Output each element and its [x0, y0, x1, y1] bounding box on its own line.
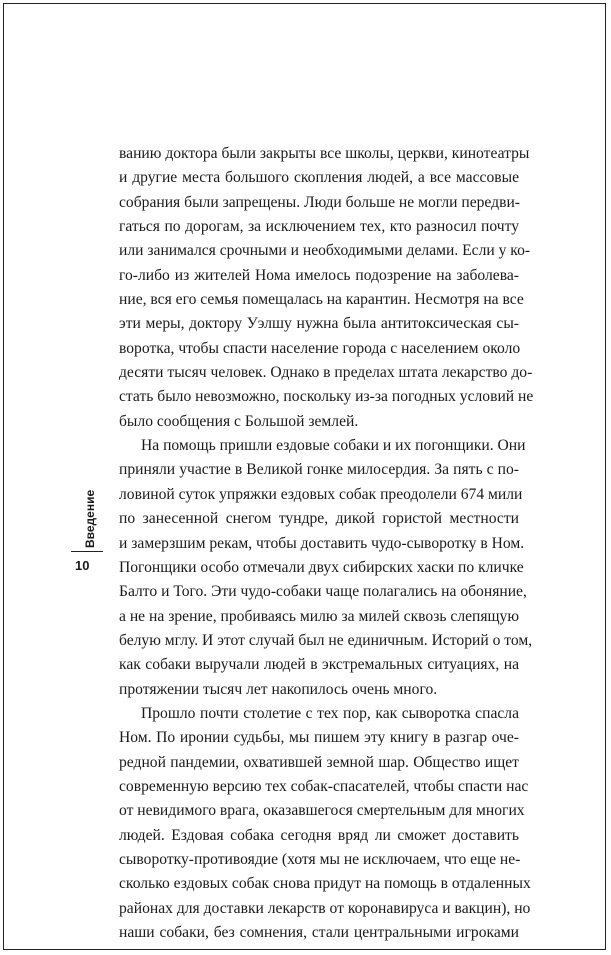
text-line: стать было невозможно, поскольку из-за погодных условий не — [119, 388, 534, 406]
text-line: ловиной суток упряжки ездовых собак преодолели 674 мили — [119, 485, 523, 503]
section-title: Введение — [83, 489, 97, 548]
text-line: На помощь пришли ездовые собаки и их погонщики. Они — [141, 437, 526, 455]
text-line: сколько ездовых собак снова придут на помощь в отдаленных — [119, 875, 531, 893]
text-line: приняли участие в Великой гонке милосердия. За пять с по- — [119, 461, 519, 479]
text-line: районах для доставки лекарств от коронавируса и вакцин), но — [119, 899, 531, 917]
text-line: собрания были запрещены. Люди больше не могли передви- — [119, 193, 520, 211]
text-line: современную версию тех собак-спасателей, чтобы спасти нас — [119, 777, 529, 795]
text-line: или занимался срочными и необходимыми делами. Если у ко- — [119, 242, 531, 260]
text-line: Балто и Того. Эти чудо-собаки чаще полагались на обоняние, — [119, 583, 527, 601]
text-line: по занесенной снегом тундре, дикой гористой местности — [119, 510, 519, 528]
running-header — [75, 488, 105, 548]
text-line: людей. Ездовая собака сегодня вряд ли сможет доставить — [119, 826, 519, 844]
text-line: протяжении тысяч лет накопилось очень много. — [119, 680, 438, 698]
text-line: эти меры, доктору Уэлшу нужна была антитоксическая сы- — [119, 315, 519, 333]
text-line: и замерзшим рекам, чтобы доставить чудо-сыворотку в Ном. — [119, 534, 525, 552]
text-line: сыворотку-противоядие (хотя мы не исключаем, что еще не- — [119, 850, 521, 868]
header-divider — [71, 551, 103, 552]
text-line: наши собаки, без сомнения, стали центральными игроками — [119, 924, 519, 941]
paragraph — [119, 434, 533, 702]
text-line: как собаки выручали людей в экстремальных ситуациях, на — [119, 656, 519, 674]
text-line: го-либо из жителей Нома имелось подозрение на заболева- — [119, 266, 519, 284]
text-line: Ном. По иронии судьбы, мы пишем эту книгу в разгар оче- — [119, 729, 519, 747]
text-line: а не на зрение, пробиваясь милю за милей сквозь слепящую — [119, 607, 519, 625]
text-line: редной пандемии, охватившей земной шар. Общество ищет — [119, 753, 519, 771]
text-line: белую мглу. И этот случай был не единичным. Историй о том, — [119, 631, 533, 649]
page-number: 10 — [75, 558, 90, 573]
text-line: было сообщения с Большой землей. — [119, 412, 359, 430]
paragraph — [119, 142, 534, 434]
body-text — [119, 142, 534, 945]
text-line: десяти тысяч человек. Однако в пределах штата лекарство до- — [119, 364, 533, 382]
text-line: воротка, чтобы спасти население города с населением около — [119, 339, 521, 357]
paragraph — [119, 702, 531, 945]
text-line: Погонщики особо отмечали двух сибирских хаски по кличке — [119, 558, 524, 576]
text-line: Прошло почти столетие с тех пор, как сыворотка спасла — [141, 704, 519, 722]
text-line: и другие места большого скопления людей, а все массовые — [119, 169, 519, 187]
text-line: ние, вся его семья помещалась на карантин. Несмотря на все — [119, 291, 524, 309]
text-line: гаться по дорогам, за исключением тех, кто разносил почту — [119, 218, 519, 236]
text-line: ванию доктора были закрыты все школы, церкви, кинотеатры — [119, 145, 530, 162]
text-line: от невидимого врага, оказавшегося смертельным для многих — [119, 802, 525, 820]
